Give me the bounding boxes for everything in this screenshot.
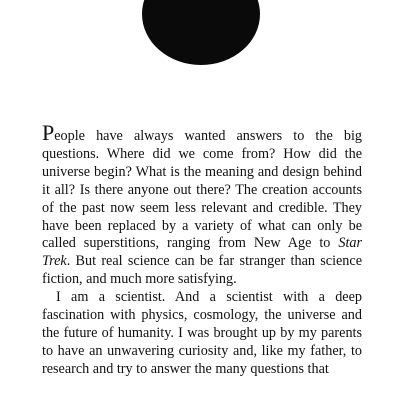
paragraph-1-end: . But real science can be far stranger than science fiction, and much more satisfying. [42,253,362,288]
body-text [42,120,362,379]
paragraph-1 [42,120,362,289]
italic-title: Star Trek [42,235,362,270]
drop-cap: P [42,120,55,145]
paragraph-1-text: eople have always wanted answers to the big questions. Where did we come from? How did the universe begin? What is the meaning and design behind it all? Is there anyone out there? The creation accounts of the past now seem less relevant and credible. They have been replaced by a variety of what can only be called superstitions, ranging from New Age to [42,128,362,252]
paragraph-2: I am a scientist. And a scientist with a deep fascination with physics, cosmology, the universe and the future of humanity. I was brought up by my parents to have an unwavering curiosity and, like my father, to research and try to answer the many questions that [42,289,362,377]
dark-circle-illustration [142,0,260,65]
